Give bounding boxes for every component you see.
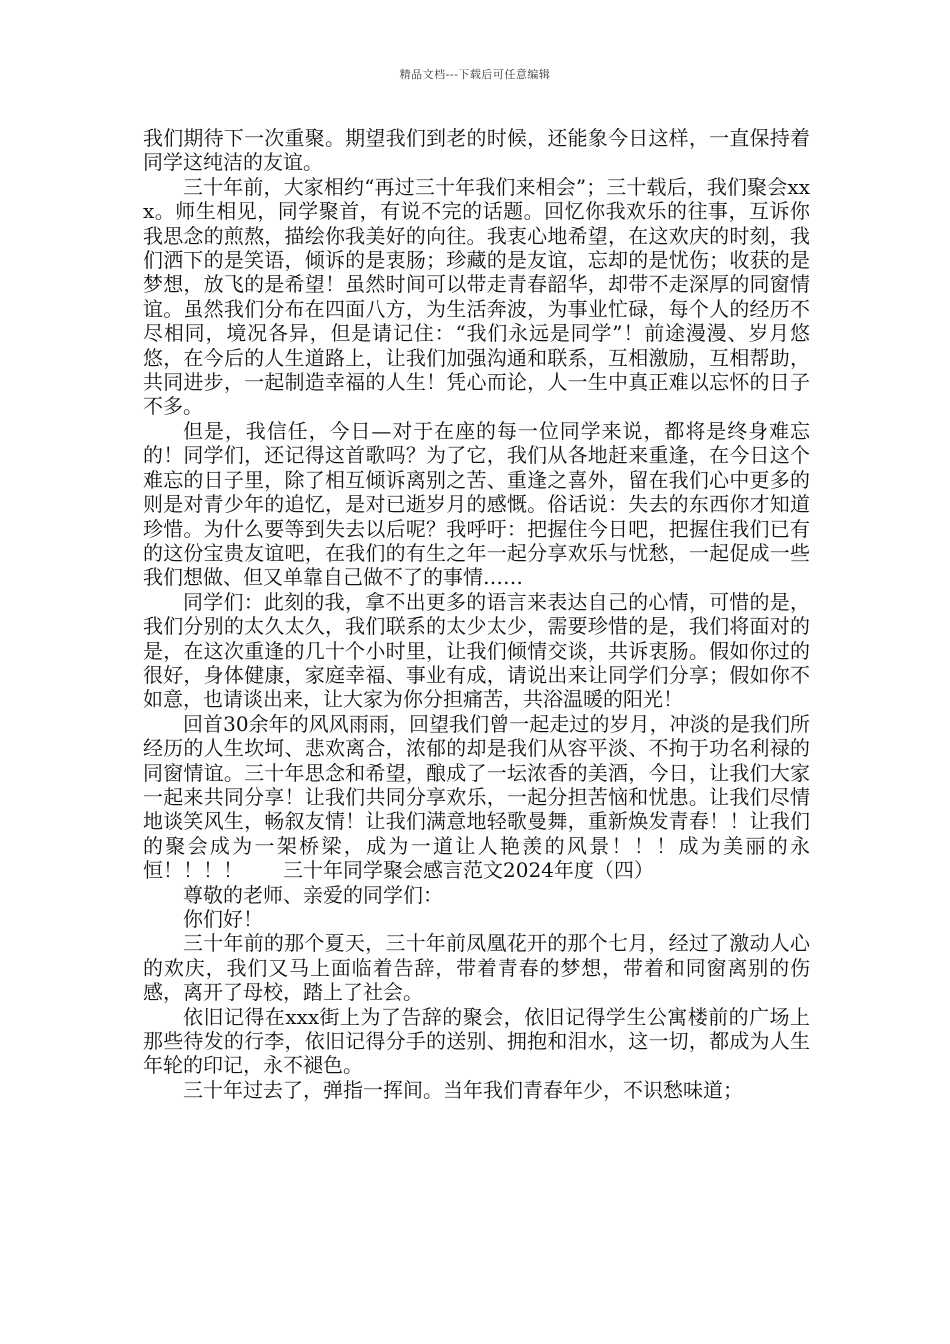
paragraph: 依旧记得在xxx街上为了告辞的聚会，依旧记得学生公寓楼前的广场上那些待发的行李，依旧记得分手的送别、拥抱和泪水，这一切，都成为人生年轮的印记，永不褪色。 xyxy=(143,1004,810,1078)
paragraph: 回首30余年的风风雨雨，回望我们曾一起走过的岁月，冲淡的是我们所经历的人生坎坷、悲欢离合，浓郁的却是我们从容平淡、不拘于功名利禄的同窗情谊。三十年思念和希望，酿成了一坛浓香的美酒，今日，让我们大家一起来共同分享！让我们共同分享欢乐，一起分担苦恼和忧患。让我们尽情地谈笑风生，畅叙友情！让我们满意地轻歌曼舞，重新焕发青春！！让我们的聚会成为一架桥梁，成为一道让人艳羡的风景！！！成为美丽的永恒！！！！ 三十年同学聚会感言范文2024年度（四） xyxy=(143,711,810,883)
document-body xyxy=(143,126,810,1102)
paragraph: 但是，我信任，今日—对于在座的每一位同学来说，都将是终身难忘的！同学们，还记得这首歌吗？为了它，我们从各地赶来重逢，在今日这个难忘的日子里，除了相互倾诉离别之苦、重逢之喜外，留在我们心中更多的则是对青少年的追忆，是对已逝岁月的感慨。俗话说：失去的东西你才知道珍惜。为什么要等到失去以后呢？我呼吁：把握住今日吧，把握住我们已有的这份宝贵友谊吧，在我们的有生之年一起分享欢乐与忧愁，一起促成一些我们想做、但又单靠自己做不了的事情…… xyxy=(143,418,810,590)
paragraph: 同学们：此刻的我，拿不出更多的语言来表达自己的心情，可惜的是，我们分别的太久太久，我们联系的太少太少，需要珍惜的是，我们将面对的是，在这次重逢的几十个小时里，让我们倾情交谈，共诉衷肠。假如你过的很好，身体健康，家庭幸福、事业有成，请说出来让同学们分享；假如你不如意，也请谈出来，让大家为你分担痛苦，共浴温暖的阳光！ xyxy=(143,589,810,712)
paragraph: 我们期待下一次重聚。期望我们到老的时候，还能象今日这样，一直保持着同学这纯洁的友谊。 xyxy=(143,126,810,175)
greeting: 你们好！ xyxy=(183,907,263,931)
paragraph: 三十年过去了，弹指一挥间。当年我们青春年少，不识愁味道； xyxy=(183,1077,743,1102)
paragraph: 三十年前的那个夏天，三十年前凤凰花开的那个七月，经过了激动人心的欢庆，我们又马上面临着告辞，带着青春的梦想，带着和同窗离别的伤感，离开了母校，踏上了社会。 xyxy=(143,931,810,1005)
page-header: 精品文档---下载后可任意编辑 xyxy=(399,68,551,81)
salutation: 尊敬的老师、亲爱的同学们： xyxy=(183,882,443,907)
paragraph: 三十年前，大家相约“再过三十年我们来相会”；三十载后，我们聚会xxx。师生相见，同学聚首，有说不完的话题。回忆你我欢乐的往事，互诉你我思念的煎熬，描绘你我美好的向往。我衷心地希望，在这欢庆的时刻，我们洒下的是笑语，倾诉的是衷肠；珍藏的是友谊，忘却的是忧伤；收获的是梦想，放飞的是希望！虽然时间可以带走青春韶华，却带不走深厚的同窗情谊。虽然我们分布在四面八方，为生活奔波，为事业忙碌，每个人的经历不尽相同，境况各异，但是请记住：“我们永远是同学”！前途漫漫、岁月悠悠，在今后的人生道路上，让我们加强沟通和联系，互相激励，互相帮助，共同进步，一起制造幸福的人生！凭心而论，人一生中真正难以忘怀的日子不多。 xyxy=(143,174,810,419)
